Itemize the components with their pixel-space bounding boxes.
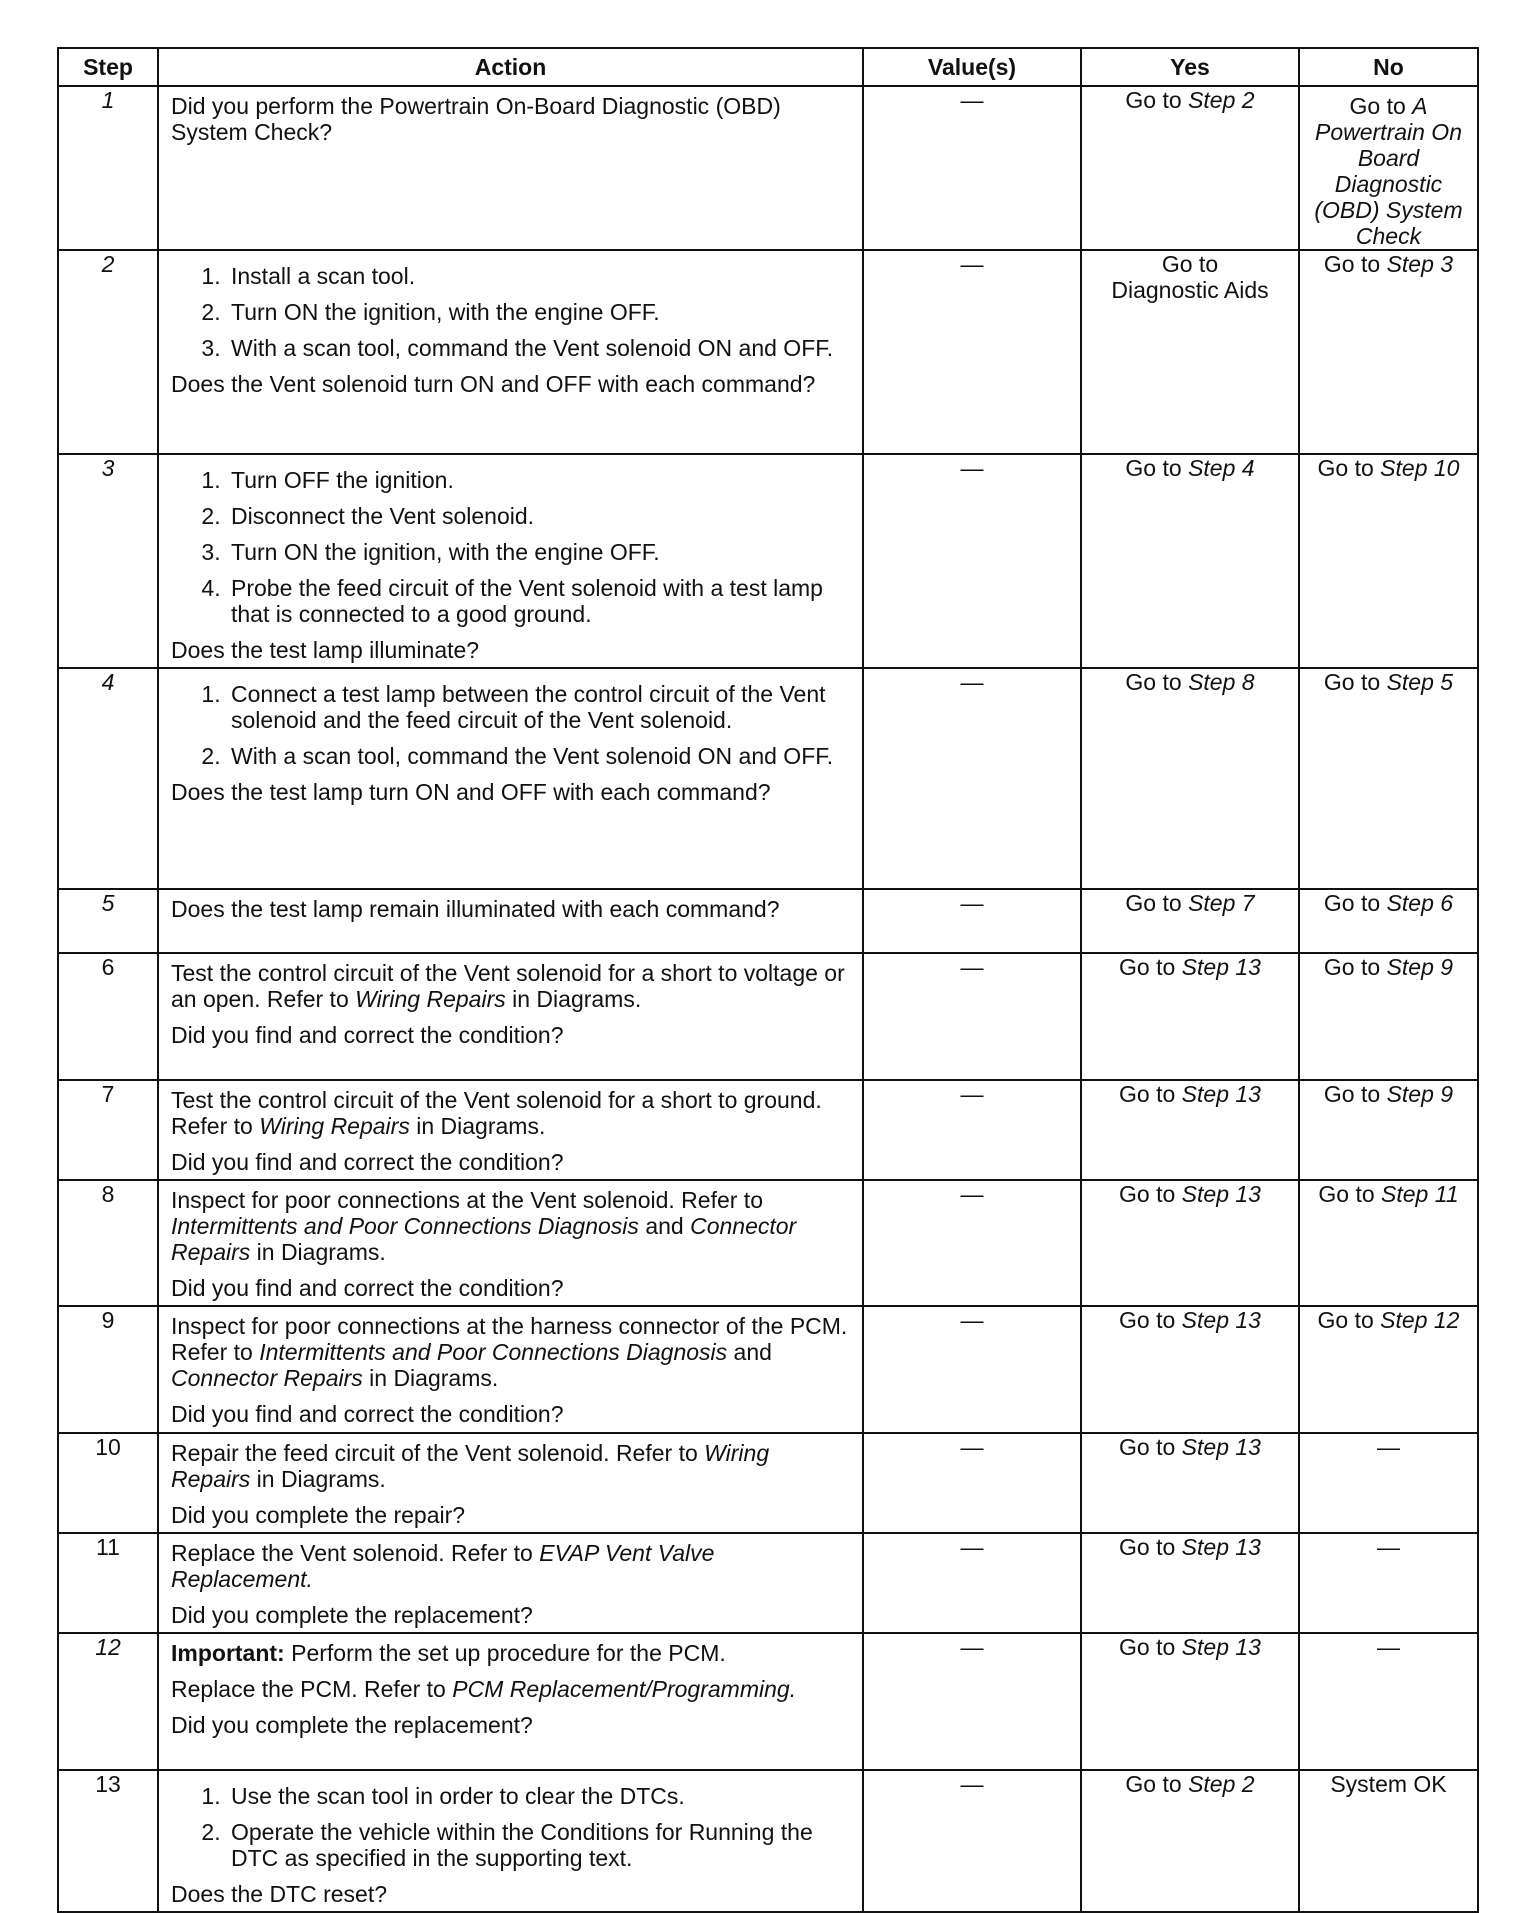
value-cell: —	[863, 889, 1081, 953]
action-steps	[171, 263, 852, 361]
reference-link[interactable]: Connector Repairs	[171, 1365, 363, 1391]
list-item: 1. Use the scan tool in order to clear the DTCs.	[227, 1783, 852, 1809]
important-label: Important:	[171, 1640, 285, 1666]
step-cell	[58, 1533, 158, 1633]
yes-prefix: Go to	[1119, 1181, 1176, 1207]
yes-prefix: Go to	[1119, 1307, 1176, 1333]
action-cell	[158, 1770, 863, 1912]
yes-link[interactable]: Step 13	[1181, 1081, 1261, 1107]
table-row	[58, 889, 1478, 953]
step-number: 2	[101, 251, 115, 277]
no-link[interactable]: Step 11	[1381, 1181, 1459, 1207]
question-text: Did you find and correct the condition?	[171, 1022, 564, 1048]
yes-prefix: Go to	[1119, 954, 1176, 980]
step-cell	[58, 1080, 158, 1180]
step-cell	[58, 250, 158, 454]
reference-link[interactable]: Wiring Repairs	[171, 1440, 770, 1492]
yes-cell[interactable]	[1081, 1433, 1299, 1533]
action-cell	[158, 668, 863, 889]
value-cell: —	[863, 953, 1081, 1080]
yes-prefix: Go to	[1125, 455, 1182, 481]
yes-link[interactable]: Step 13	[1181, 1634, 1261, 1660]
question-text: Does the Vent solenoid turn ON and OFF with each command?	[171, 371, 816, 397]
question-text: Did you complete the repair?	[171, 1502, 466, 1528]
no-cell: —	[1299, 1533, 1478, 1633]
instruction-part: Repair the feed circuit of the Vent solenoid. Refer to	[171, 1440, 698, 1466]
header-row	[58, 48, 1478, 86]
header-values: Value(s)	[863, 48, 1081, 86]
no-cell[interactable]	[1299, 1080, 1478, 1180]
no-link[interactable]: Step 9	[1386, 1081, 1454, 1107]
action-cell	[158, 454, 863, 668]
no-cell[interactable]	[1299, 668, 1478, 889]
step-number: 9	[101, 1307, 115, 1333]
step-number: 5	[101, 890, 115, 916]
yes-cell[interactable]	[1081, 86, 1299, 250]
no-link[interactable]: Step 6	[1386, 890, 1454, 916]
step-number: 4	[101, 669, 115, 695]
yes-prefix: Go to	[1125, 669, 1182, 695]
no-prefix: Go to	[1323, 890, 1381, 916]
no-cell	[1299, 1770, 1478, 1912]
instruction-text	[171, 1440, 852, 1492]
no-cell: —	[1299, 1433, 1478, 1533]
value-cell: —	[863, 1433, 1081, 1533]
table-row	[58, 1180, 1478, 1306]
yes-prefix: Go to	[1119, 1434, 1176, 1460]
table-row	[58, 1433, 1478, 1533]
action-cell	[158, 1433, 863, 1533]
no-prefix: Go to	[1318, 1181, 1375, 1207]
no-cell[interactable]	[1299, 454, 1478, 668]
value-cell: —	[863, 86, 1081, 250]
table-row	[58, 86, 1478, 250]
yes-cell[interactable]	[1081, 1770, 1299, 1912]
value-cell: —	[863, 250, 1081, 454]
yes-prefix: Go to	[1125, 87, 1182, 113]
value-cell: —	[863, 1180, 1081, 1306]
yes-prefix: Go to	[1119, 1534, 1176, 1560]
instruction-text	[171, 1676, 852, 1702]
yes-cell[interactable]	[1081, 1080, 1299, 1180]
instruction-part: and	[733, 1339, 772, 1365]
question-text: Did you find and correct the condition?	[171, 1401, 564, 1427]
no-prefix: Go to	[1349, 93, 1406, 119]
yes-cell[interactable]	[1081, 668, 1299, 889]
important-note	[171, 1640, 852, 1666]
no-cell: —	[1299, 1633, 1478, 1770]
instruction-text	[171, 1187, 852, 1265]
step-cell	[58, 1180, 158, 1306]
no-link[interactable]: Step 10	[1380, 455, 1460, 481]
table-row	[58, 1633, 1478, 1770]
reference-link[interactable]: PCM Replacement/Programming.	[452, 1676, 797, 1702]
no-cell[interactable]	[1299, 889, 1478, 953]
instruction-part: in Diagrams.	[512, 986, 642, 1012]
value-cell: —	[863, 1533, 1081, 1633]
step-cell	[58, 1633, 158, 1770]
value-cell: —	[863, 1080, 1081, 1180]
list-item: 1. Install a scan tool.	[227, 263, 852, 289]
table-row	[58, 1080, 1478, 1180]
yes-link[interactable]: Diagnostic Aids	[1111, 277, 1269, 303]
no-link[interactable]: Step 5	[1386, 669, 1454, 695]
step-cell	[58, 454, 158, 668]
question-text: Does the test lamp remain illuminated with each command?	[171, 896, 780, 922]
no-prefix: Go to	[1323, 1081, 1381, 1107]
yes-prefix: Go to	[1161, 251, 1219, 277]
table-row	[58, 250, 1478, 454]
table-row	[58, 454, 1478, 668]
step-cell	[58, 1770, 158, 1912]
header-no: No	[1299, 48, 1478, 86]
list-item: 3. With a scan tool, command the Vent solenoid ON and OFF.	[227, 335, 852, 361]
instruction-text	[171, 1540, 852, 1592]
yes-link[interactable]: Step 13	[1181, 1534, 1261, 1560]
action-cell	[158, 1080, 863, 1180]
step-number: 11	[96, 1534, 120, 1560]
no-cell[interactable]	[1299, 86, 1478, 250]
no-link[interactable]: A Powertrain On Board Diagnostic (OBD) System Check	[1314, 93, 1463, 249]
no-link[interactable]: Step 12	[1380, 1307, 1460, 1333]
step-cell	[58, 953, 158, 1080]
step-cell	[58, 1306, 158, 1433]
step-number: 6	[101, 954, 115, 980]
instruction-part: Test the control circuit of the Vent solenoid for a short to voltage or an open. Refer to	[171, 960, 845, 1012]
yes-cell[interactable]	[1081, 953, 1299, 1080]
table-row	[58, 953, 1478, 1080]
no-prefix: Go to	[1323, 954, 1381, 980]
reference-link[interactable]: Wiring Repairs	[259, 1113, 410, 1139]
question-text: Does the test lamp turn ON and OFF with each command?	[171, 779, 771, 805]
list-item: 3. Turn ON the ignition, with the engine OFF.	[227, 539, 852, 565]
yes-link[interactable]: Step 13	[1181, 1434, 1261, 1460]
list-item: 1. Turn OFF the ignition.	[227, 467, 852, 493]
action-cell	[158, 1633, 863, 1770]
step-number: 3	[101, 455, 115, 481]
step-cell	[58, 668, 158, 889]
instruction-part: Replace the PCM. Refer to	[171, 1676, 446, 1702]
reference-link[interactable]: Wiring Repairs	[355, 986, 506, 1012]
step-number: 10	[95, 1434, 121, 1460]
instruction-part: Test the control circuit of the Vent solenoid for a short to ground. Refer to	[171, 1087, 822, 1139]
step-number: 1	[101, 87, 115, 113]
list-item: 2. Disconnect the Vent solenoid.	[227, 503, 852, 529]
action-steps	[171, 467, 852, 627]
action-cell	[158, 889, 863, 953]
instruction-part: Replace the Vent solenoid. Refer to	[171, 1540, 533, 1566]
yes-cell[interactable]	[1081, 889, 1299, 953]
no-prefix: Go to	[1323, 669, 1381, 695]
instruction-part: in Diagrams.	[256, 1466, 386, 1492]
action-steps	[171, 1783, 852, 1871]
yes-link[interactable]: Step 13	[1181, 954, 1261, 980]
list-item: 1. Connect a test lamp between the control circuit of the Vent solenoid and the feed circuit of the Vent solenoid.	[227, 681, 852, 733]
step-number: 7	[101, 1081, 115, 1107]
question-text: Did you find and correct the condition?	[171, 1275, 564, 1301]
important-text: Perform the set up procedure for the PCM.	[291, 1640, 726, 1666]
list-item: 4. Probe the feed circuit of the Vent solenoid with a test lamp that is connected to a good ground.	[227, 575, 852, 627]
no-cell[interactable]	[1299, 250, 1478, 454]
instruction-part: Inspect for poor connections at the harness connector of the PCM. Refer to	[171, 1313, 848, 1365]
yes-prefix: Go to	[1119, 1634, 1176, 1660]
table-row	[58, 1306, 1478, 1433]
action-cell	[158, 1533, 863, 1633]
header-action: Action	[158, 48, 863, 86]
no-cell[interactable]	[1299, 1180, 1478, 1306]
question-text: Did you complete the replacement?	[171, 1602, 533, 1628]
yes-cell[interactable]	[1081, 1180, 1299, 1306]
yes-link[interactable]: Step 13	[1181, 1181, 1261, 1207]
yes-link[interactable]: Step 7	[1188, 890, 1255, 916]
list-item: 2. Turn ON the ignition, with the engine OFF.	[227, 299, 852, 325]
instruction-part: in Diagrams.	[369, 1365, 499, 1391]
no-result: System OK	[1330, 1771, 1447, 1797]
table-row	[58, 1533, 1478, 1633]
diagnostic-table	[57, 47, 1479, 1913]
yes-prefix: Go to	[1119, 1081, 1176, 1107]
action-cell	[158, 1306, 863, 1433]
reference-link[interactable]: Intermittents and Poor Connections Diagnosis	[259, 1339, 728, 1365]
yes-link[interactable]: Step 2	[1188, 1771, 1255, 1797]
yes-cell[interactable]	[1081, 1633, 1299, 1770]
step-number: 8	[101, 1181, 115, 1207]
yes-link[interactable]: Step 2	[1188, 87, 1255, 113]
no-link[interactable]: Step 3	[1386, 251, 1454, 277]
instruction-part: and	[645, 1213, 684, 1239]
no-prefix: Go to	[1323, 251, 1381, 277]
reference-link[interactable]: EVAP Vent Valve Replacement.	[171, 1540, 715, 1592]
list-item: 2. Operate the vehicle within the Conditions for Running the DTC as specified in the supporting text.	[227, 1819, 852, 1871]
value-cell: —	[863, 1633, 1081, 1770]
question-text: Does the test lamp illuminate?	[171, 637, 480, 663]
instruction-text	[171, 960, 852, 1012]
yes-cell[interactable]	[1081, 1306, 1299, 1433]
yes-link[interactable]: Step 4	[1188, 455, 1255, 481]
reference-link[interactable]: Intermittents and Poor Connections Diagnosis	[171, 1213, 639, 1239]
question-text: Does the DTC reset?	[171, 1881, 388, 1907]
no-link[interactable]: Step 9	[1386, 954, 1454, 980]
list-item: 2. With a scan tool, command the Vent solenoid ON and OFF.	[227, 743, 852, 769]
yes-cell[interactable]	[1081, 250, 1299, 454]
table-row	[58, 1770, 1478, 1912]
question-text: Did you find and correct the condition?	[171, 1149, 564, 1175]
value-cell: —	[863, 454, 1081, 668]
action-cell	[158, 250, 863, 454]
instruction-part: Inspect for poor connections at the Vent solenoid. Refer to	[171, 1187, 763, 1213]
action-cell	[158, 1180, 863, 1306]
no-prefix: Go to	[1317, 1307, 1374, 1333]
step-number: 13	[95, 1771, 121, 1797]
yes-cell[interactable]	[1081, 1533, 1299, 1633]
instruction-text	[171, 1087, 852, 1139]
action-cell	[158, 953, 863, 1080]
value-cell: —	[863, 1306, 1081, 1433]
yes-link[interactable]: Step 8	[1188, 669, 1255, 695]
instruction-part: in Diagrams.	[416, 1113, 546, 1139]
reference-link[interactable]: Connector Repairs	[171, 1213, 797, 1265]
question-text: Did you complete the replacement?	[171, 1712, 533, 1738]
value-cell: —	[863, 668, 1081, 889]
no-prefix: Go to	[1317, 455, 1374, 481]
header-step: Step	[58, 48, 158, 86]
header-yes: Yes	[1081, 48, 1299, 86]
question-text: Did you perform the Powertrain On-Board Diagnostic (OBD) System Check?	[171, 93, 781, 145]
yes-prefix: Go to	[1125, 890, 1182, 916]
instruction-text	[171, 1313, 852, 1391]
step-number: 12	[95, 1634, 121, 1660]
yes-prefix: Go to	[1125, 1771, 1182, 1797]
yes-cell[interactable]	[1081, 454, 1299, 668]
step-cell	[58, 86, 158, 250]
table-row	[58, 668, 1478, 889]
step-cell	[58, 889, 158, 953]
action-steps	[171, 681, 852, 769]
step-cell	[58, 1433, 158, 1533]
value-cell: —	[863, 1770, 1081, 1912]
instruction-part: in Diagrams.	[256, 1239, 386, 1265]
no-cell[interactable]	[1299, 953, 1478, 1080]
action-cell	[158, 86, 863, 250]
no-cell[interactable]	[1299, 1306, 1478, 1433]
yes-link[interactable]: Step 13	[1181, 1307, 1261, 1333]
